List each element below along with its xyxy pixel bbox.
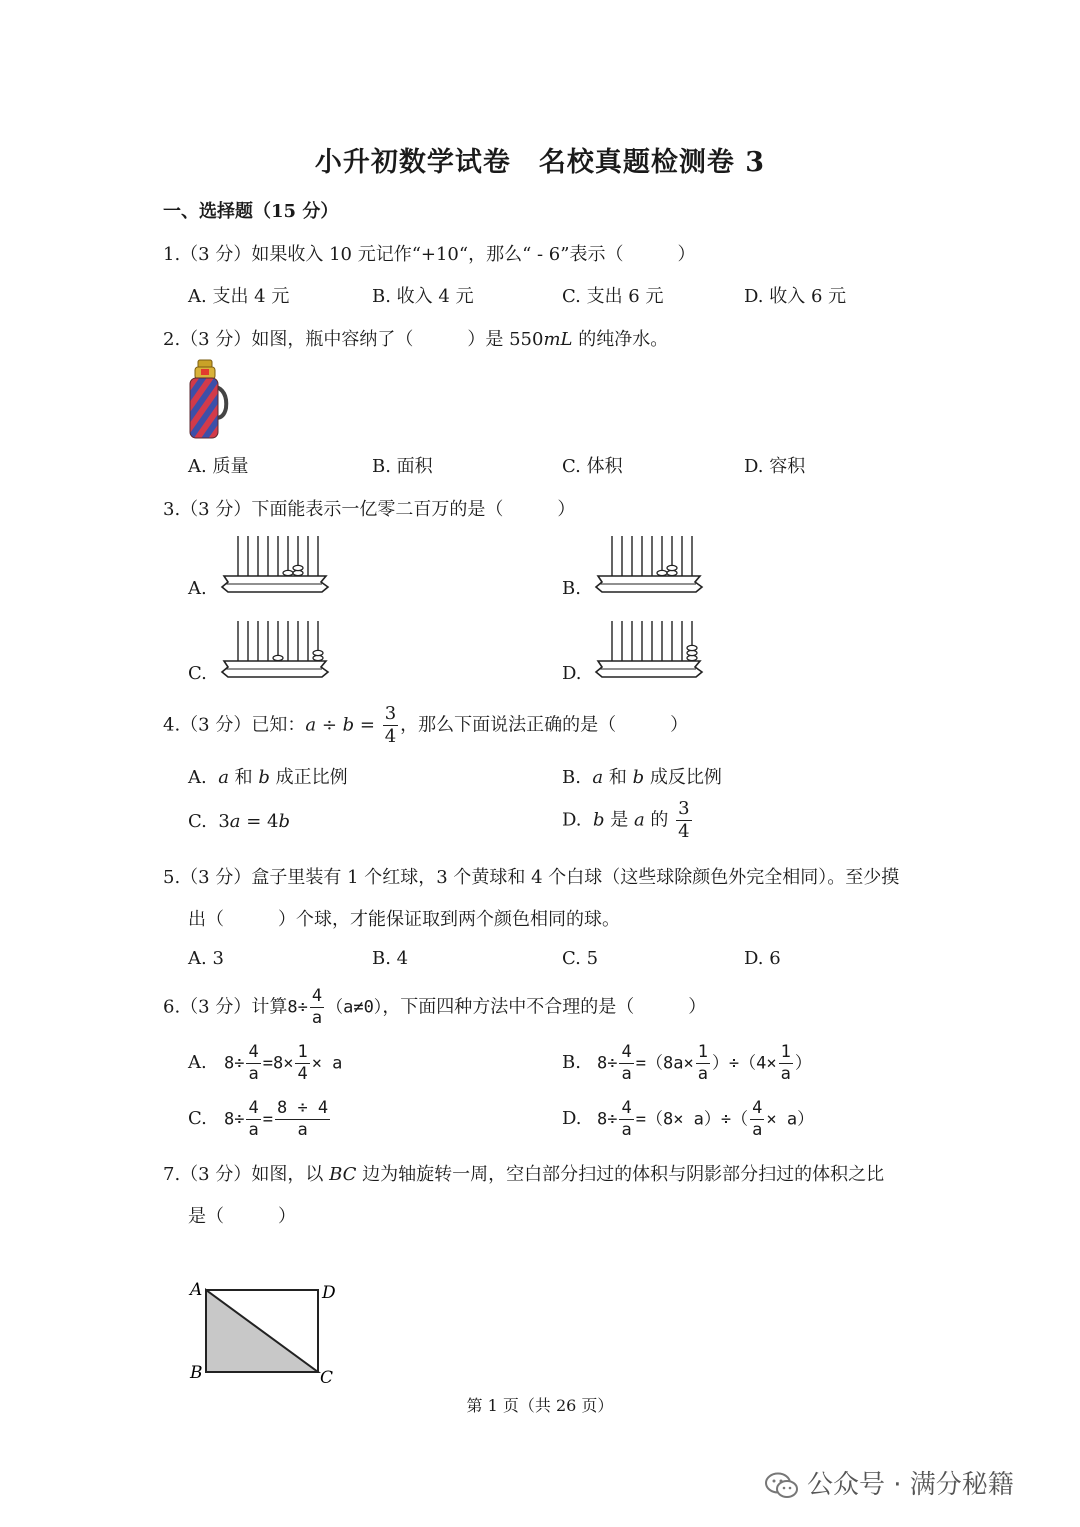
question-3-stem: 3.（3 分）下面能表示一亿零二百万的是（ ） [163, 499, 576, 520]
q2-option-b: B. 面积 [372, 456, 433, 477]
q6-option-b-expr: 8÷ $\frac{4}{a}$ =（8a× $\frac{1}{a}$ ）÷（4× $\frac{1}{a}$ ） [597, 1042, 812, 1084]
q2-unit: mL [543, 329, 573, 350]
q5-option-d: D. 6 [744, 948, 781, 969]
q4-option-b: B. a 和 b 成反比例 [562, 767, 722, 788]
q3-label-d: D. [562, 663, 582, 684]
q3-label-b: B. [562, 578, 581, 599]
q1-option-a: A. 支出 4 元 [188, 286, 290, 307]
question-2-stem [163, 325, 668, 351]
q5-option-c: C. 5 [562, 948, 599, 969]
abacus-bead [293, 565, 303, 570]
abacus-c-image [218, 619, 333, 681]
question-6-stem: 6.（3 分）计算8÷ $\frac{4}{a}$ （a≠0），下面四种方法中不合理的是（ ） [163, 986, 707, 1028]
q1-option-c: C. 支出 6 元 [562, 286, 664, 307]
page-footer: 第 1 页（共 26 页） [466, 1396, 614, 1415]
question-7-line-1: 7.（3 分）如图，以 BC 边为轴旋转一周，空白部分扫过的体积与阴影部分扫过的体积之比 [163, 1164, 885, 1185]
abacus-bead [667, 565, 677, 570]
abacus-bead [657, 570, 667, 575]
vertex-label-d: D [322, 1283, 336, 1303]
question-5-line-1: 5.（3 分）盒子里装有 1 个红球，3 个黄球和 4 个白球（这些球除颜色外完全相同）。至少摸 [163, 867, 900, 888]
section-heading: 一、选择题（15 分） [163, 201, 339, 222]
abacus-bead [687, 645, 697, 650]
page-title: 小升初数学试卷 名校真题检测卷 3 [314, 147, 766, 178]
abacus-bead [283, 570, 293, 575]
q1-option-d: D. 收入 6 元 [744, 286, 847, 307]
vertex-label-a: A [190, 1280, 203, 1300]
q3-label-c: C. [188, 663, 207, 684]
q4-fraction: $\frac{3}{4}$ [384, 703, 397, 747]
q6-option-d-label: D. [562, 1108, 582, 1129]
q4-option-d: D. b 是 a 的 $\frac{3}{4}$ [562, 798, 690, 842]
abacus-b-image [592, 534, 707, 596]
q1-option-b: B. 收入 4 元 [372, 286, 474, 307]
question-5-line-2: 出（ ）个球，才能保证取到两个颜色相同的球。 [188, 909, 620, 930]
abacus-a-image [218, 534, 333, 596]
vertex-label-c: C [320, 1368, 334, 1388]
water-bottle-image [184, 358, 234, 440]
q5-option-b: B. 4 [372, 948, 409, 969]
q2-stem-pre: 2.（3 分）如图，瓶中容纳了（ ）是 550 [163, 329, 544, 350]
question-7-line-2: 是（ ） [188, 1206, 296, 1227]
question-4-stem: 4.（3 分）已知：a ÷ b = $\frac{3}{4}$ ，那么下面说法正确的是（ ） [163, 703, 689, 747]
q2-option-a: A. 质量 [188, 456, 249, 477]
q2-option-c: C. 体积 [562, 456, 623, 477]
q2-stem-post: 的纯净水。 [572, 329, 669, 350]
question-1-stem: 1.（3 分）如果收入 10 元记作“+10“，那么“ - 6”表示（ ） [163, 244, 696, 265]
q4-option-a: A. a 和 b 成正比例 [188, 767, 348, 788]
q6-option-a-expr: 8÷ $\frac{4}{a}$ =8× $\frac{1}{4}$ × a [224, 1042, 343, 1084]
q3-label-a: A. [188, 578, 207, 599]
abacus-bead [313, 650, 323, 655]
q6-option-c-label: C. [188, 1108, 207, 1129]
rectangle-triangle-figure [180, 1275, 350, 1390]
vertex-label-b: B [190, 1363, 203, 1383]
q6-option-d-expr: 8÷ $\frac{4}{a}$ =（8× a）÷（ $\frac{4}{a}$ × a） [597, 1098, 815, 1140]
q4-option-c: C. 3a = 4b [188, 811, 291, 832]
q5-option-a: A. 3 [188, 948, 224, 969]
watermark-text: 公众号 · 满分秘籍 [807, 1470, 1014, 1500]
watermark [765, 1464, 1014, 1501]
q2-option-d: D. 容积 [744, 456, 806, 477]
q6-option-a-label: A. [188, 1052, 207, 1073]
wechat-icon [765, 1472, 799, 1500]
q6-option-b-label: B. [562, 1052, 581, 1073]
abacus-d-image [592, 619, 707, 681]
q6-option-c-expr: 8÷ $\frac{4}{a}$ = $\frac{8 \div 4}{a}$ [224, 1098, 329, 1140]
abacus-bead [273, 655, 283, 660]
